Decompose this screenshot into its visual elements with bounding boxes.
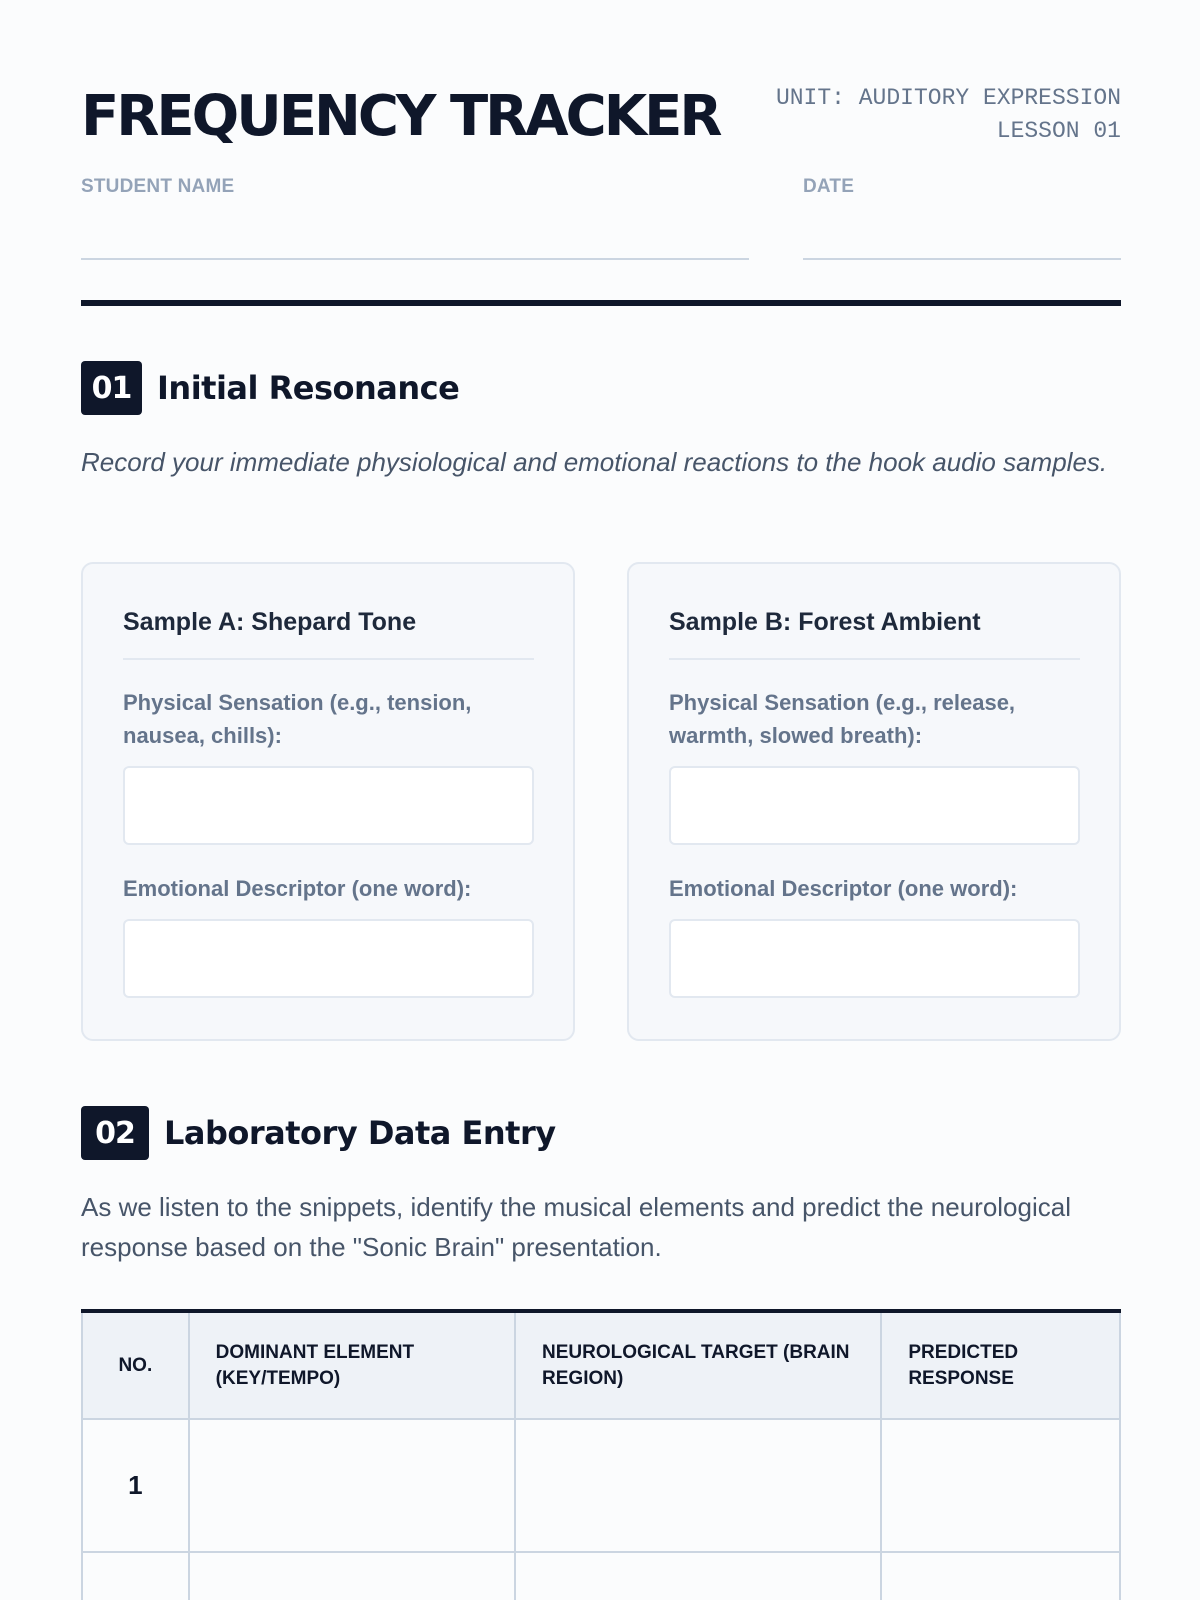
student-name-label: STUDENT NAME [81, 176, 235, 197]
card-divider [123, 658, 534, 660]
sample-a-emotion-input[interactable] [123, 919, 534, 998]
unit-lesson-meta [776, 82, 1121, 148]
sample-b-emotion-input[interactable] [669, 919, 1080, 998]
sample-b-sensation-label: Physical Sensation (e.g., release, warmth, slowed breath): [669, 690, 1016, 748]
dominant-element-cell[interactable] [189, 1419, 515, 1552]
predicted-response-cell[interactable] [881, 1552, 1120, 1600]
sample-a-card [81, 562, 575, 1041]
table-row [82, 1552, 1120, 1600]
section-2-number-badge: 02 [81, 1106, 149, 1160]
worksheet-header [81, 80, 1121, 150]
sample-a-title: Sample A: Shepard Tone [123, 608, 417, 636]
row-number [82, 1552, 189, 1600]
card-divider [669, 658, 1080, 660]
student-name-field[interactable] [81, 258, 749, 260]
lab-data-table [81, 1309, 1121, 1600]
date-label: DATE [803, 176, 855, 197]
row-number: 1 [82, 1419, 189, 1552]
predicted-response-cell[interactable] [881, 1419, 1120, 1552]
section-1-title: Initial Resonance [157, 369, 460, 407]
section-1-intro: Record your immediate physiological and emotional reactions to the hook audio samples. [81, 447, 1108, 477]
header-divider [81, 300, 1121, 306]
sample-a-sensation-input[interactable] [123, 766, 534, 845]
date-field[interactable] [803, 258, 1121, 260]
column-header-neurological-target: NEUROLOGICAL TARGET (BRAIN REGION) [515, 1311, 881, 1419]
table-row [82, 1419, 1120, 1552]
dominant-element-cell[interactable] [189, 1552, 515, 1600]
column-header-dominant-element: DOMINANT ELEMENT (KEY/TEMPO) [189, 1311, 515, 1419]
section-2-heading [81, 1106, 556, 1160]
neurological-target-cell[interactable] [515, 1419, 881, 1552]
sample-a-emotion-label: Emotional Descriptor (one word): [123, 876, 472, 901]
sample-b-card [627, 562, 1121, 1041]
sample-b-sensation-input[interactable] [669, 766, 1080, 845]
unit-label: UNIT: AUDITORY EXPRESSION [775, 85, 1121, 111]
neurological-target-cell[interactable] [515, 1552, 881, 1600]
lesson-label: LESSON 01 [996, 118, 1121, 144]
section-2-intro: As we listen to the snippets, identify the musical elements and predict the neurological response based on the "Sonic Brain" presentation. [81, 1192, 1071, 1262]
sample-b-emotion-label: Emotional Descriptor (one word): [669, 876, 1018, 901]
section-2-title: Laboratory Data Entry [164, 1114, 556, 1152]
table-header-row [82, 1311, 1120, 1419]
column-header-predicted-response: PREDICTED RESPONSE [881, 1311, 1120, 1419]
column-header-no: NO. [82, 1311, 189, 1419]
page-title: FREQUENCY TRACKER [81, 84, 720, 149]
sample-b-title: Sample B: Forest Ambient [669, 608, 981, 636]
section-1-heading [81, 361, 459, 415]
section-1-number-badge: 01 [81, 361, 142, 415]
sample-a-sensation-label: Physical Sensation (e.g., tension, nausea, chills): [123, 690, 472, 748]
